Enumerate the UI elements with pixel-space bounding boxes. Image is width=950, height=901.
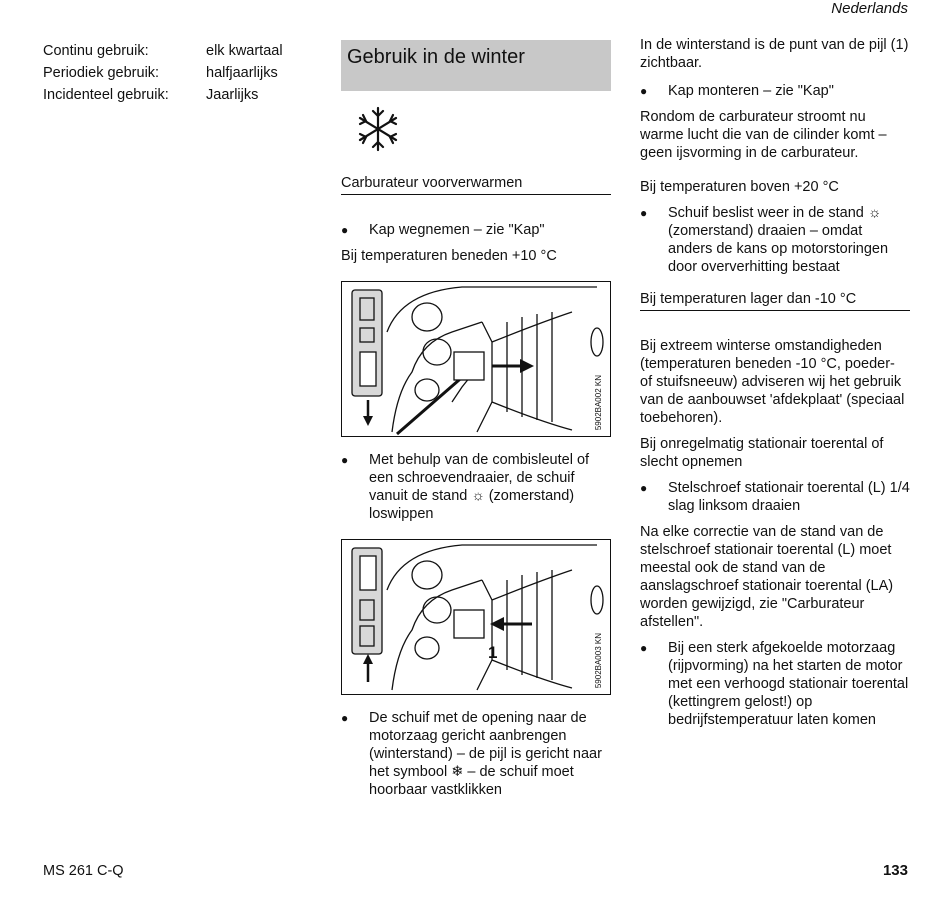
- list-item-text: Kap monteren – zie "Kap": [668, 83, 834, 99]
- subheading-below-minus-10: Bij temperaturen lager dan -10 °C: [640, 290, 910, 311]
- maintenance-row: [43, 64, 283, 86]
- list-item-text: Bij een sterk afgekoelde motorzaag (rijpvorming) na het starten de motor met een verhoogd stationair toerental (kettingrem gelost!) op bedrijfstemperatuur laten komen: [668, 640, 909, 728]
- right-column: [640, 36, 910, 729]
- maintenance-value: elk kwartaal: [206, 43, 283, 59]
- list-item-text: Stelschroef stationair toerental (L) 1/4 slag linksom draaien: [668, 480, 910, 514]
- list-item: [341, 221, 611, 239]
- carburetor-illustration: [342, 282, 610, 436]
- bullet-icon: ●: [640, 84, 648, 98]
- section-title: Gebruik in de winter: [341, 40, 611, 91]
- bullet-icon: ●: [341, 453, 349, 467]
- subheading-preheat: Carburateur voorverwarmen: [341, 174, 611, 195]
- language-label: Nederlands: [831, 0, 908, 17]
- list-item: [640, 479, 910, 515]
- paragraph: Bij extreem winterse omstandigheden (temperaturen beneden -10 °C, poeder- of stuifsneeuw) adviseren wij het gebruik van de aanbouwset 'afdekplaat' (speciaal toebehoren).: [640, 338, 905, 426]
- subheading-above-20: Bij temperaturen boven +20 °C: [640, 179, 839, 195]
- list-item: [341, 451, 611, 523]
- maintenance-label: Continu gebruik:: [43, 43, 149, 59]
- list-item: [640, 82, 910, 100]
- list-item-text: De schuif met de opening naar de motorzaag gericht aanbrengen (winterstand) – de pijl is gericht naar het symbool ❄ – de schuif moet hoorbaar vastklikken: [369, 710, 602, 798]
- winter-section: [341, 40, 611, 799]
- figure-summer-position: [341, 281, 611, 437]
- figure-code: 5902BA002 KN: [594, 374, 603, 430]
- list-item: [341, 709, 611, 799]
- paragraph: Bij onregelmatig stationair toerental of slecht opnemen: [640, 436, 884, 470]
- figure-callout-label: 1: [488, 643, 498, 662]
- maintenance-row: [43, 86, 283, 108]
- paragraph: In de winterstand is de punt van de pijl (1) zichtbaar.: [640, 37, 909, 71]
- bullet-icon: ●: [640, 481, 648, 495]
- maintenance-table: [43, 42, 283, 108]
- maintenance-label: Incidenteel gebruik:: [43, 87, 169, 103]
- list-item: [640, 204, 910, 276]
- subheading-below-10: Bij temperaturen beneden +10 °C: [341, 248, 557, 264]
- maintenance-label: Periodiek gebruik:: [43, 65, 160, 81]
- bullet-icon: ●: [640, 206, 648, 220]
- page-number: 133: [882, 862, 908, 879]
- list-item-text: Schuif beslist weer in de stand ☼ (zomerstand) draaien – omdat anders de kans op motorstoringen door oververhitting bestaat: [668, 205, 889, 275]
- bullet-icon: ●: [341, 711, 349, 725]
- maintenance-value: halfjaarlijks: [206, 65, 278, 81]
- maintenance-row: [43, 42, 283, 64]
- maintenance-value: Jaarlijks: [206, 87, 259, 103]
- list-item-text: Kap wegnemen – zie "Kap": [369, 222, 545, 238]
- footer-model: MS 261 C-Q: [43, 863, 124, 879]
- list-item: [640, 639, 910, 729]
- carburetor-illustration: [342, 540, 610, 694]
- list-item-text: Met behulp van de combisleutel of een schroevendraaier, de schuif vanuit de stand ☼ (zomerstand) loswippen: [369, 452, 590, 522]
- paragraph: Rondom de carburateur stroomt nu warme lucht die van de cilinder komt – geen ijsvorming in de carburateur.: [640, 109, 887, 161]
- bullet-icon: ●: [640, 641, 648, 655]
- figure-winter-position: [341, 539, 611, 695]
- figure-code: 5902BA003 KN: [594, 632, 603, 688]
- snowflake-icon: [355, 105, 401, 153]
- paragraph: Na elke correctie van de stand van de stelschroef stationair toerental (L) moet meestal ook de stand van de aanslagschroef stationair toerental (LA) worden gewijzigd, zie "Carburateur afstellen".: [640, 524, 894, 630]
- bullet-icon: ●: [341, 223, 349, 237]
